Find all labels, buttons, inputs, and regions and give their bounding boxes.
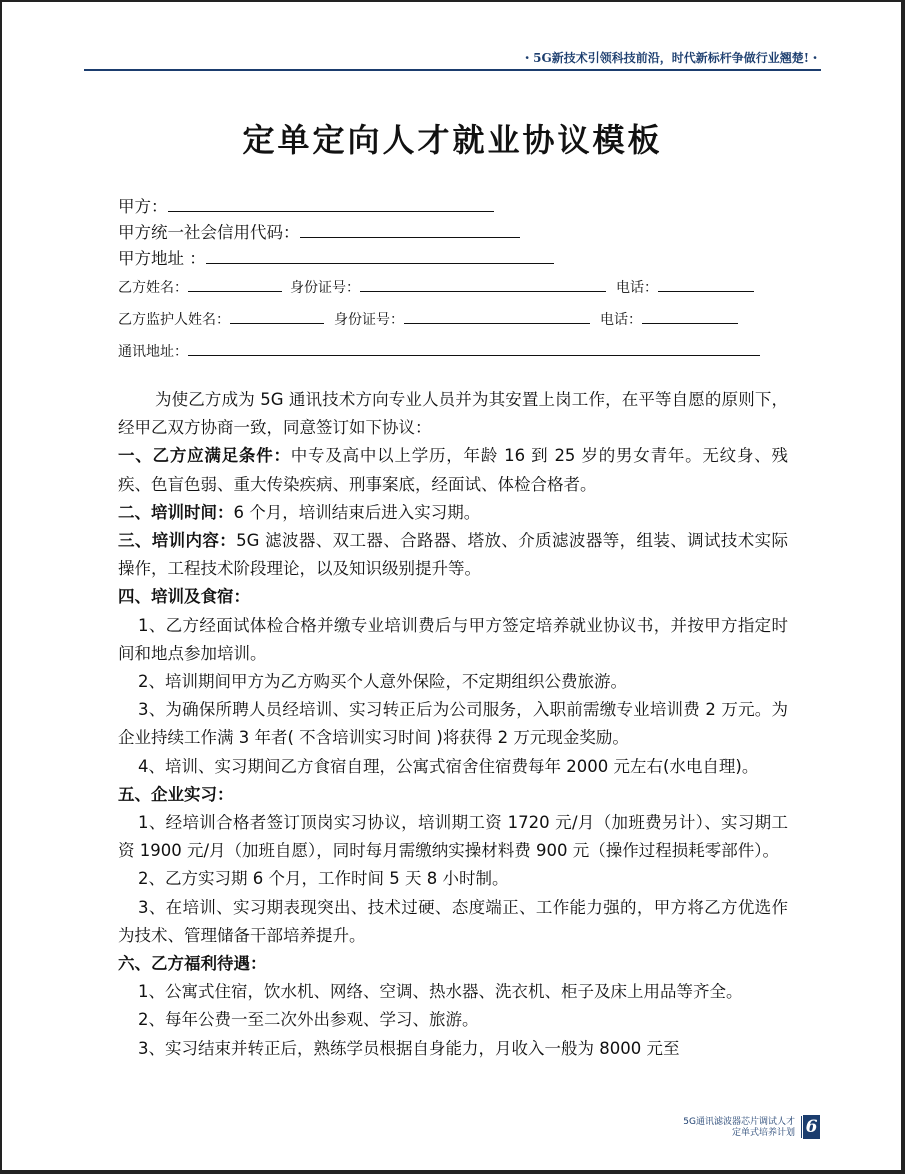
section-2-heading: 二、培训时间： [118, 502, 234, 522]
guardian-phone-label: 电话： [600, 312, 642, 328]
page-number: 6 [803, 1115, 820, 1139]
party-b-name-label: 乙方姓名： [118, 280, 188, 296]
section-3-text: 5G 滤波器、双工器、合路器、塔放、介质滤波器等，组装、调试技术实际操作，工程技术阶段理论，以及知识级别提升等。 [118, 531, 789, 579]
header-rule [84, 69, 821, 71]
mail-address-blank[interactable] [188, 341, 760, 356]
footer-divider [801, 1116, 802, 1138]
party-a-label: 甲方： [118, 197, 168, 216]
party-a-field [118, 193, 494, 217]
credit-code-label: 甲方统一社会信用代码： [118, 223, 300, 242]
section-6-heading: 六、乙方福利待遇： [118, 954, 267, 974]
address-a-label: 甲方地址 ： [118, 249, 206, 268]
address-a-field [118, 245, 554, 269]
agreement-body [118, 386, 788, 1063]
section-5-item: 1、经培训合格者签订顶岗实习协议，培训期工资 1720 元/月（加班费另计）、实习期工资 1900 元/月（加班自愿），同时每月需缴纳实操材料费 900 元（操作过程损耗零部件）。 [118, 813, 788, 861]
mail-address-label: 通讯地址： [118, 344, 188, 360]
section-3-heading: 三、培训内容： [118, 531, 237, 551]
section-6-item: 2、每年公费一至二次外出参观、学习、旅游。 [138, 1010, 479, 1030]
section-2-text: 6 个月，培训结束后进入实习期。 [233, 502, 481, 522]
section-6-item: 3、实习结束并转正后，熟练学员根据自身能力，月收入一般为 8000 元至 [138, 1038, 680, 1058]
footer-line-1: 5G通讯滤波器芯片调试人才 [683, 1117, 795, 1127]
section-5-heading: 五、企业实习： [118, 784, 234, 804]
mail-address-field [118, 341, 760, 361]
phone-blank[interactable] [658, 277, 754, 292]
section-4-heading: 四、培训及食宿： [118, 587, 250, 607]
section-1-heading: 一、乙方应满足条件： [118, 446, 291, 466]
credit-code-blank[interactable] [300, 223, 520, 238]
guardian-row [118, 309, 738, 329]
guardian-id-label: 身份证号： [334, 312, 404, 328]
section-1 [118, 442, 788, 498]
guardian-name-blank[interactable] [230, 309, 324, 324]
section-1-text: 中专及高中以上学历，年龄 16 到 25 岁的男女青年。无纹身、残疾、色盲色弱、重大传染疾病、刑事案底，经面试、体检合格者。 [118, 446, 789, 494]
section-4-item: 1、乙方经面试体检合格并缴专业培训费后与甲方签定培养就业协议书，并按甲方指定时间和地点参加培训。 [118, 615, 788, 663]
section-5-item: 3、在培训、实习期表现突出、技术过硬、态度端正、工作能力强的，甲方将乙方优选作为技术、管理储备干部培养提升。 [118, 897, 788, 945]
guardian-name-label: 乙方监护人姓名： [118, 312, 230, 328]
guardian-phone-blank[interactable] [642, 309, 738, 324]
id-number-label: 身份证号： [290, 280, 360, 296]
footer-line-2: 定单式培养计划 [731, 1128, 795, 1138]
party-b-row [118, 277, 754, 297]
header-slogan: ・5G新技术引领科技前沿，时代新标杆争做行业翘楚!・ [521, 51, 821, 65]
section-6-item: 1、公寓式住宿，饮水机、网络、空调、热水器、洗衣机、柜子及床上用品等齐全。 [138, 982, 743, 1002]
section-5-item: 2、乙方实习期 6 个月，工作时间 5 天 8 小时制。 [138, 869, 509, 889]
id-number-blank[interactable] [360, 277, 606, 292]
address-a-blank[interactable] [206, 249, 554, 264]
party-a-blank[interactable] [168, 197, 494, 212]
section-2 [118, 499, 788, 527]
phone-label: 电话： [616, 280, 658, 296]
section-4-item: 2、培训期间甲方为乙方购买个人意外保险，不定期组织公费旅游。 [138, 672, 627, 692]
party-b-name-blank[interactable] [188, 277, 282, 292]
intro-paragraph: 为使乙方成为 5G 通讯技术方向专业人员并为其安置上岗工作，在平等自愿的原则下，经甲乙双方协商一致，同意签订如下协议： [118, 390, 788, 438]
guardian-id-blank[interactable] [404, 309, 590, 324]
section-4-item: 4、培训、实习期间乙方食宿自理，公寓式宿舍住宿费每年 2000 元左右(水电自理)。 [138, 756, 759, 776]
credit-code-field [118, 219, 520, 243]
section-4-item: 3、为确保所聘人员经培训、实习转正后为公司服务，入职前需缴专业培训费 2 万元。为企业持续工作满 3 年者( 不含培训实习时间 )将获得 2 万元现金奖励。 [118, 700, 788, 748]
section-3 [118, 527, 788, 583]
document-title: 定单定向人才就业协议模板 [242, 121, 663, 159]
footer-caption [683, 1117, 795, 1139]
